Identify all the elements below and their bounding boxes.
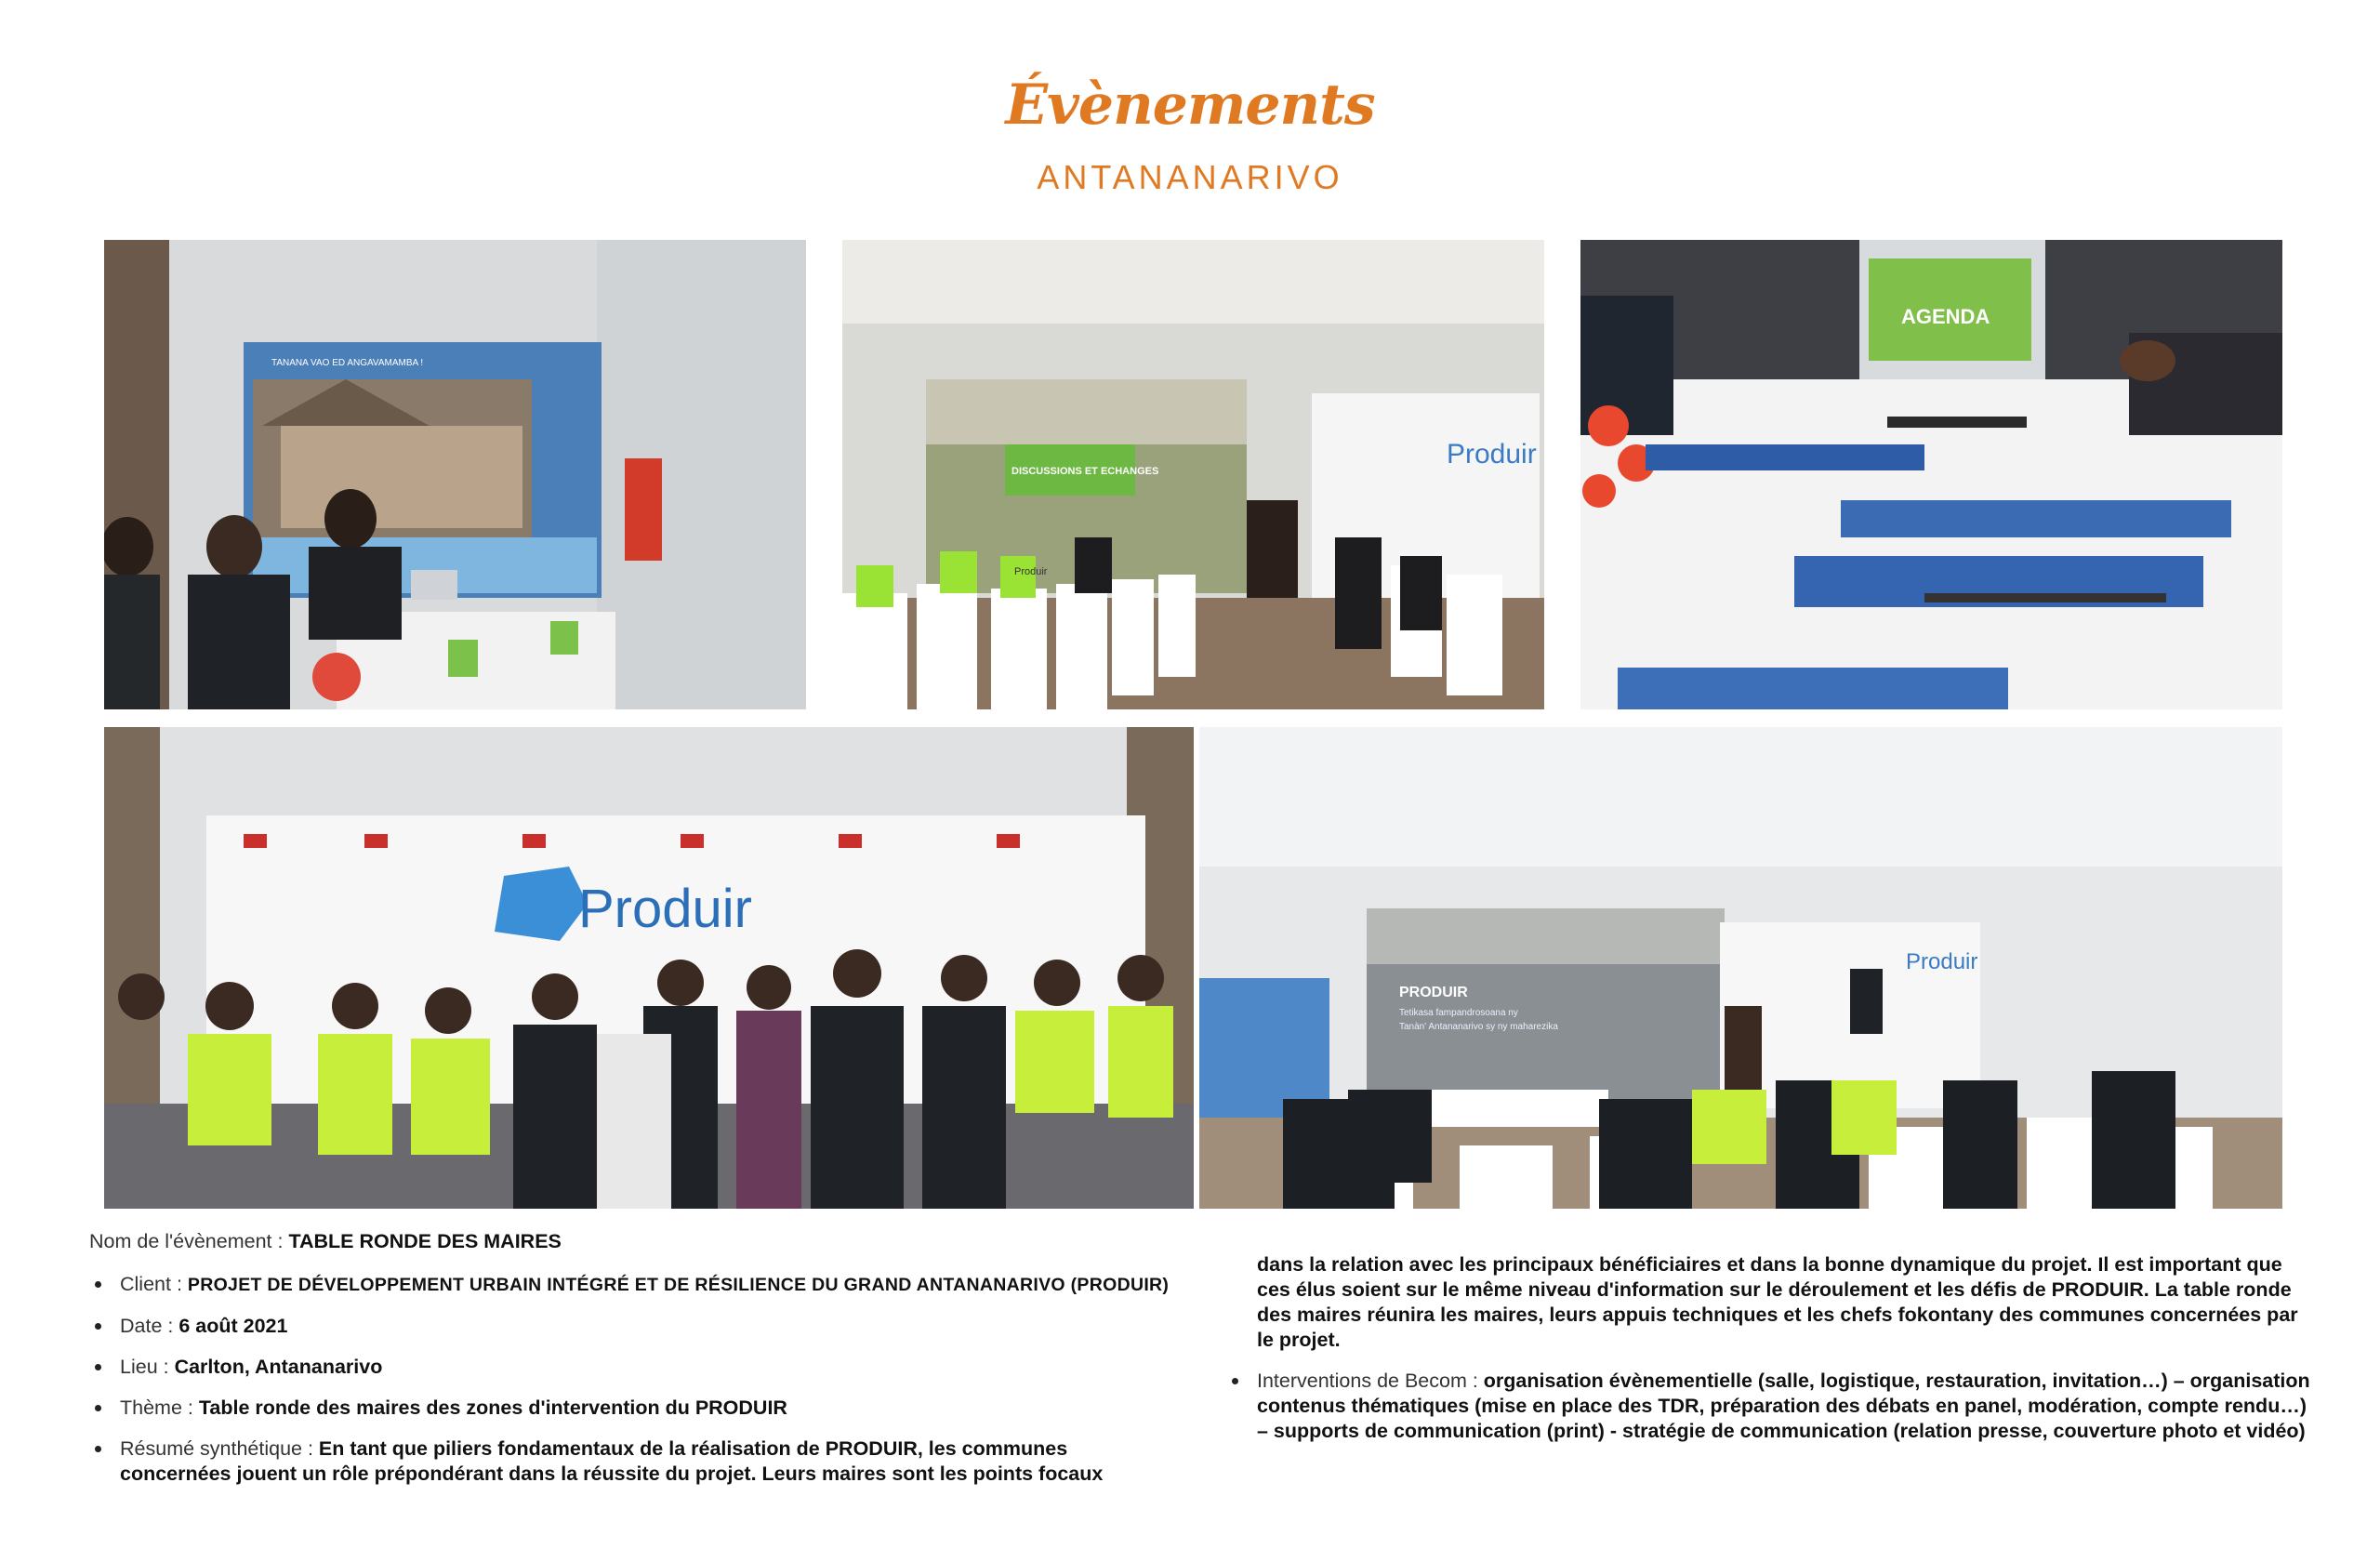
event-name-label: Nom de l'évènement : — [89, 1230, 289, 1252]
list-item-theme — [89, 1396, 1196, 1421]
theme-label: Thème : — [120, 1397, 199, 1419]
photo-registration-desk — [104, 240, 806, 709]
agenda-card-text: AGENDA — [1901, 305, 1990, 328]
banner-text: Produir — [1447, 439, 1537, 470]
conference-room-illustration — [842, 240, 1544, 709]
banner-text: TANANA VAO ED ANGAVAMAMBA ! — [271, 358, 424, 368]
photo-conference-room — [842, 240, 1544, 709]
photo-audience — [1199, 727, 2282, 1209]
client-value: PROJET DE DÉVELOPPEMENT URBAIN INTÉGRÉ ET DE RÉSILIENCE DU GRAND ANTANANARIVO (PRODUIR) — [187, 1275, 1170, 1295]
page-subtitle: ANTANANARIVO — [1037, 158, 1343, 196]
page-title: Évènements — [1005, 73, 1375, 138]
screen-title: PRODUIR — [1399, 985, 1468, 1000]
list-item-summary — [89, 1436, 1196, 1487]
theme-value: Table ronde des maires des zones d'intervention du PRODUIR — [198, 1397, 787, 1419]
left-column — [89, 1272, 1196, 1502]
event-name — [89, 1230, 562, 1253]
banner-text: Produir — [1906, 949, 1978, 974]
photo-group — [104, 727, 1194, 1209]
photo-table-agenda — [1580, 240, 2282, 709]
event-name-value: TABLE RONDE DES MAIRES — [288, 1230, 562, 1252]
event-details-list — [89, 1272, 1196, 1487]
group-illustration — [104, 727, 1194, 1209]
interventions-value: organisation évènementielle (salle, logistique, restauration, invitation…) – organisation contenus thématiques (mise en place des TDR, préparation des débats en panel, modération, compte rendu…) – supports de communication (print) - stratégie de communication (relation presse, couverture photo et vidéo) — [1257, 1370, 2310, 1442]
date-value: 6 août 2021 — [178, 1315, 288, 1337]
right-column — [1257, 1252, 2317, 1460]
list-item-interventions — [1226, 1369, 2317, 1444]
client-label: Client : — [120, 1273, 188, 1295]
registration-desk-illustration — [104, 240, 806, 709]
date-label: Date : — [120, 1315, 179, 1337]
summary-label: Résumé synthétique : — [120, 1437, 319, 1460]
screen-line-1: Tetikasa fampandrosoana ny — [1399, 1008, 1518, 1018]
interventions-list — [1226, 1369, 2317, 1444]
list-item-place — [89, 1355, 1196, 1380]
audience-illustration — [1199, 727, 2282, 1209]
interventions-label: Interventions de Becom : — [1257, 1370, 1484, 1392]
vest-text: Produir — [1014, 566, 1048, 577]
screen-text: DISCUSSIONS ET ECHANGES — [1012, 466, 1159, 477]
place-value: Carlton, Antananarivo — [174, 1356, 383, 1378]
table-agenda-illustration — [1580, 240, 2282, 709]
banner-text: Produir — [578, 879, 752, 939]
list-item-date — [89, 1314, 1196, 1339]
summary-part-1: En tant que piliers fondamentaux de la réalisation de PRODUIR, les communes concernées jouent un rôle prépondérant dans la réussite du projet. Leurs maires sont les points focaux — [120, 1437, 1104, 1485]
screen-line-2: Tanàn' Antananarivo sy ny maharezika — [1399, 1022, 1558, 1032]
summary-part-2: dans la relation avec les principaux bénéficiaires et dans la bonne dynamique du projet. Il est important que ces élus soient sur le même niveau d'information sur le déroulement et les défis de PRODUIR. La table ronde des maires réunira les maires, leurs appuis techniques et les chefs fokontany des communes concernées par le projet. — [1257, 1253, 2298, 1351]
place-label: Lieu : — [120, 1356, 175, 1378]
list-item-client — [89, 1272, 1196, 1298]
